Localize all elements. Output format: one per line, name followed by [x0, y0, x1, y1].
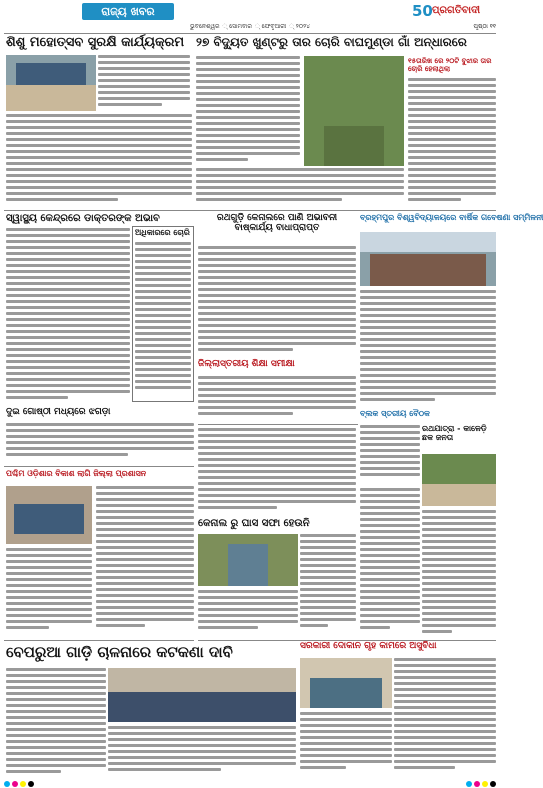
- dateline: ଭୁବନେଶ୍ୱର ୍‌ ସୋମବାର ୍‌ ଫେବୃଆରୀ ୍‌ ୨୦୨୪: [190, 23, 310, 30]
- divider: [4, 466, 194, 467]
- article-text: [300, 534, 356, 634]
- photo-university-conference: [360, 232, 496, 286]
- headline-side-right: ୧୫ତାରିଖ ରେ ୨୦ଟି ବୁଝାର ତାର ଚୋରି ହେଲାଥିଲା: [408, 57, 492, 73]
- article-text: [198, 376, 356, 420]
- registration-mark: [12, 781, 18, 787]
- page-number: ପୃଷ୍ଠା ୧୧: [473, 23, 496, 30]
- headline-top-left: ଶିଶୁ ମହୋତ୍ସବ ସୁରକ୍ଷି କାର୍ଯ୍ୟକ୍ରମ: [6, 35, 185, 50]
- photo-children-event: [6, 55, 96, 111]
- article-text: [422, 510, 496, 638]
- article-text: [408, 78, 496, 208]
- registration-mark: [466, 781, 472, 787]
- article-text: [196, 168, 404, 208]
- registration-mark: [490, 781, 496, 787]
- article-text: [6, 423, 194, 463]
- registration-mark: [20, 781, 26, 787]
- article-text: [360, 425, 420, 485]
- divider: [4, 640, 194, 641]
- headline-center-bottom2: ସରକାରୀ ଦୋକାନ ଗୃହ କାମରେ ଅସୁବିଧା: [300, 641, 437, 651]
- headline-mid-center: ରଥଗୁଡ଼ି କେନାଲରେ ପାଣି ଅଭାବନୀ ବାଷ୍କାର୍ଯ୍ୟ ବାଧାପ୍ରାପ୍ତ: [216, 213, 338, 233]
- headline-mid-right: ବ୍ରହ୍ମପୁର ବିଶ୍ୱବିଦ୍ୟାଳୟରେ ବାର୍ଷିକ ଗବେଷଣା ସମ୍ମିଳନୀ: [360, 213, 543, 222]
- divider: [198, 424, 358, 425]
- headline-mid-left-box: ଅଧିକାରରେ ଚୋରି: [135, 228, 190, 237]
- headline-left-bottom: ପଶ୍ଚିମ ଓଡ଼ିଶାର ବିକାଶ ଲାଗି ଜିଲ୍ଲା ପ୍ରଶାସନ: [6, 469, 147, 478]
- logo-number: 50: [412, 2, 433, 20]
- article-text: [98, 55, 190, 111]
- print-registration-strip: [0, 780, 500, 788]
- divider: [4, 33, 496, 34]
- article-text: [300, 712, 392, 778]
- masthead: [0, 0, 500, 22]
- newspaper-logo: ପ୍ରଗତିବାଦୀ: [432, 5, 481, 16]
- article-text: [198, 428, 356, 514]
- headline-center-low: ଜିଲ୍ଲାସ୍ତରୀୟ ଶିକ୍ଷା ସମୀକ୍ଷା: [198, 359, 295, 369]
- headline-mid-left: ସ୍ୱାସ୍ଥ୍ୟ କେନ୍ଦ୍ରରେ ଡାକ୍ତରଙ୍କ ଅଭାବ: [6, 213, 160, 224]
- headline-top-right: ୨୭ ବିଦ୍ୟୁତ ଖୁଣ୍ଟରୁ ତାର ଚୋରି ବାଘମୁଣ୍ଡା ଗାଁ ଅନ୍ଧାରରେ: [196, 35, 467, 49]
- article-text: [96, 486, 194, 636]
- headline-left-low: ଦୁଇ ଗୋଷ୍ଠୀ ମଧ୍ୟରେ ଝଗଡ଼ା: [6, 407, 111, 417]
- article-text: [196, 56, 300, 166]
- headline-bottom-banner: ବେପରୁଆ ଗାଡ଼ି ଚାଳନାରେ କଟକଣା ଦାବି: [6, 643, 233, 661]
- article-text: [6, 548, 92, 636]
- section-badge: ରାଜ୍ୟ ଖବର: [82, 3, 174, 20]
- photo-protest-group: [108, 668, 296, 722]
- registration-mark: [482, 781, 488, 787]
- divider: [4, 210, 496, 211]
- headline-right-small: ବ୍ଲକ ସ୍ତରୀୟ ବୈଠକ: [360, 409, 430, 418]
- article-text: [6, 114, 192, 206]
- article-text: [394, 658, 496, 778]
- article-text: [108, 726, 296, 778]
- article-text: [198, 246, 356, 356]
- photo-electric-poles: [304, 56, 404, 166]
- registration-mark: [474, 781, 480, 787]
- article-text: [360, 488, 420, 638]
- boxed-story: [132, 226, 194, 402]
- headline-center-bottom: କେନାଲ ରୁ ଘାସ ସଫା ହେଉନି: [198, 518, 310, 529]
- photo-district-meeting: [6, 486, 92, 544]
- photo-shop-building: [300, 658, 392, 708]
- article-text: [198, 590, 298, 636]
- article-text: [6, 668, 106, 778]
- article-text: [6, 228, 130, 404]
- photo-crossroad: [422, 454, 496, 506]
- article-text: [135, 242, 191, 398]
- article-text: [360, 290, 496, 406]
- photo-canal: [198, 534, 298, 586]
- registration-mark: [28, 781, 34, 787]
- headline-right-low: ରଥଯାତ୍ରା - କାଳେଡ଼ି ଛକ ଜନତା: [422, 424, 487, 442]
- registration-mark: [4, 781, 10, 787]
